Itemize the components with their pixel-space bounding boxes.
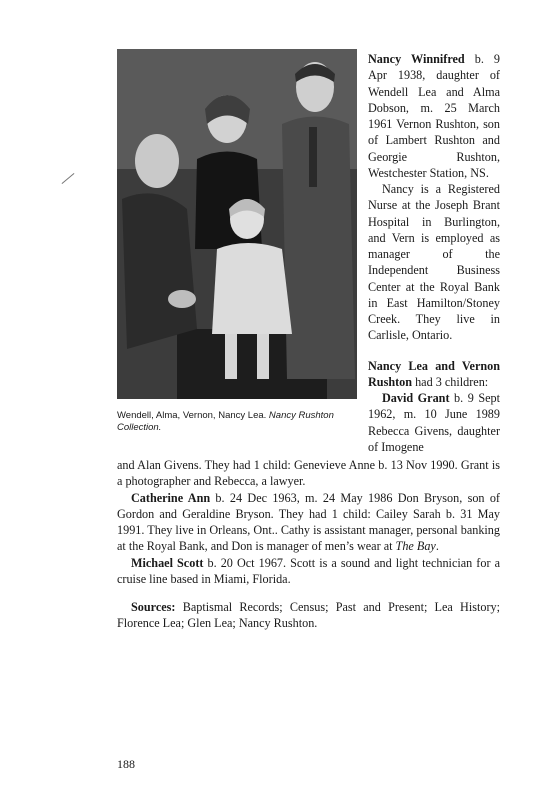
catherine-ann-name: Catherine Ann [131,490,211,505]
michael-scott-name: Michael Scott [131,555,204,570]
margin-pencil-mark [62,173,75,184]
store-name: The Bay [395,539,436,554]
nancy-winnifred-entry [368,51,500,181]
catherine-ann-entry [117,490,500,555]
david-grant-details: b. 9 Sept 1962, m. 10 June 1989 Rebecca Givens, daughter of Imogene [368,391,500,454]
page-number: 188 [117,757,135,771]
caption-names: Wendell, Alma, Vernon, Nancy Lea. [117,410,267,421]
children-intro [368,358,500,391]
children-count: had 3 children: [412,374,489,389]
caption-credit: Nancy Rushton Collection. [117,410,334,433]
michael-scott-details: b. 20 Oct 1967. Scott is a sound and light technician for a cruise line based in Miami, Florida. [117,555,500,586]
full-width-text [117,457,500,632]
sources-entry [117,599,500,632]
michael-scott-entry [117,555,500,588]
photo-caption [117,410,357,434]
sources-label: Sources: [131,600,176,614]
couple-names: Nancy Lea and Vernon Rushton [368,358,500,389]
david-grant-entry-continued: and Alan Givens. They had 1 child: Genevieve Anne b. 13 Nov 1990. Grant is a photographer and Rebecca, a lawyer. [117,458,500,489]
nancy-winnifred-details: b. 9 Apr 1938, daughter of Wendell Lea and Alma Dobson, m. 25 March 1961 Vernon Rushton, son of Lambert Rushton and Georgie Rushton, Westchester Station, NS. [368,52,501,180]
nancy-occupation-paragraph: Nancy is a Registered Nurse at the Joseph Brant Hospital in Burlington, and Vern is employed as manager of the Independent Business Center at the Royal Bank in East Hamilton/Stoney Creek. They live in Carlisle, Ontario. [368,182,500,343]
family-photo [117,49,357,399]
nancy-winnifred-name: Nancy Winnifred [368,52,465,66]
catherine-ann-details: b. 24 Dec 1963, m. 24 May 1986 Don Bryson, son of Gordon and Geraldine Bryson. They had 1 child: Cailey Sarah b. 31 May 1991. They live in Orleans, Ont.. Cathy is assistant manager, personal banking at the Royal Bank, and Don is manager of men’s wear at [117,490,500,554]
catherine-ann-end: . [435,539,439,554]
photo-figures [117,49,357,399]
right-column-text [368,51,500,455]
sources-list: Baptismal Records; Census; Past and Present; Lea History; Florence Lea; Glen Lea; Nancy Rushton. [117,600,500,631]
david-grant-entry-start [368,390,500,455]
david-grant-name: David Grant [382,391,450,405]
